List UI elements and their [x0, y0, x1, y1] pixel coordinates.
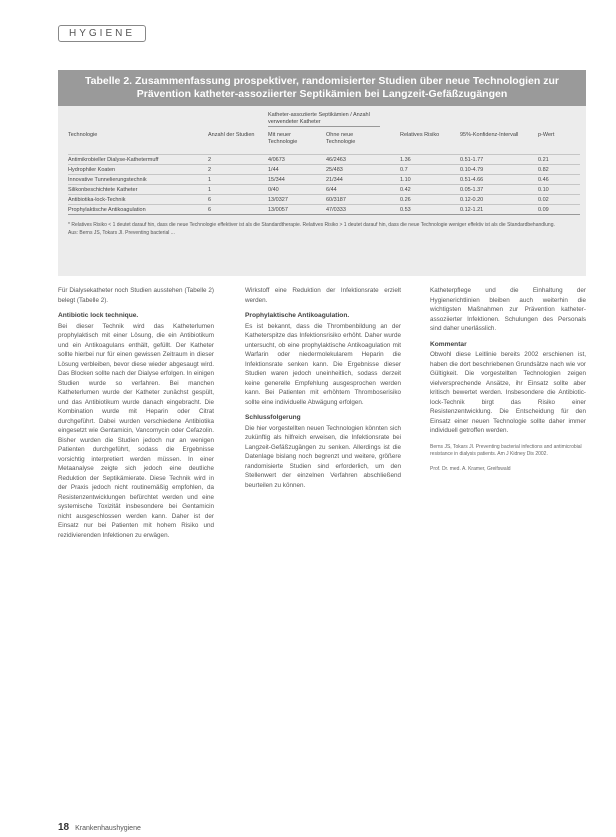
subheading-anticoagulation: Prophylaktische Antikoagulation. [245, 312, 350, 319]
header-relative-risk: Relatives Risiko [400, 132, 440, 138]
cell-ci: 0.05-1.37 [460, 187, 484, 193]
table-source: Aus: Berns JS, Tokars JI. Preventing bacterial ... [68, 230, 175, 236]
paragraph: Wirkstoff eine Reduktion der Infektionsrate erzielt werden. [245, 287, 401, 304]
cell-without: 21/344 [326, 177, 343, 183]
table-row [68, 174, 580, 184]
cell-rr: 1.10 [400, 177, 411, 183]
subheading-conclusion: Schlussfolgerung [245, 414, 301, 421]
page-footer [58, 822, 141, 833]
cell-without: 6/44 [326, 187, 337, 193]
cell-with: 0/40 [268, 187, 279, 193]
cell-p: 0.09 [538, 207, 549, 213]
cell-technology: Innovative Tunnelierungstechnik [68, 177, 147, 183]
reference: Berns JS, Tokars JI. Preventing bacterial infections and antimicrobial resistance in dialysis patients. Am J Kidney Dis 2002. [430, 443, 582, 457]
paragraph: Bei dieser Technik wird das Katheterlumen prophylaktisch mit einer Lösung, die ein Antibiotikum und ein Antikoagulans enthält, gefüllt. Der Katheter sollte hierbei nur für einen gewissen Zeitraum in dieser Lösung verbleiben, bevor diese wieder abgesaugt wird. Das Blocken sollte nach der Dialyse erfolgen. In einigen Studien wurde so verfahren. Bei manchen Katheterlumen wurde der Katheter zunächst gespült, und das Antibiotikum wurde danach eingebracht. Die Kombination wurde mit Heparin oder Citrat durchgeführt. Dabei wurden verschiedene Antibiotika eingesetzt wie Gentamicin, Vancomycin oder Cefazolin. Bisher wurden die Studien jedoch nur an wenigen Patienten durchgeführt, sodass die Ergebnisse vorsichtig interpretiert werden müssen. In einer Metaanalyse zeigte sich jedoch eine deutliche Reduktion der Septikämierate. Diese Technik wird in der Praxis jedoch nicht routinemäßig empfohlen, da Resistenzentwicklungen befürchtet werden und eine systemische Toxizität insbesondere bei Gentamicin nicht ausgeschlossen werden kann. Daher ist der Einsatz nur bei Patienten mit hohem Risiko und rezidivierenden Infektionen zu erwägen. [58, 322, 214, 539]
subheading-antibiotic-lock: Antibiotic lock technique. [58, 312, 139, 319]
header-technology: Technologie [68, 132, 98, 138]
cell-with: 13/0057 [268, 207, 288, 213]
cell-technology: Hydrophiler Koaten [68, 167, 116, 173]
cell-rr: 0.42 [400, 187, 411, 193]
cell-studies: 6 [208, 197, 212, 203]
cell-rr: 1.36 [400, 157, 411, 163]
cell-without: 47/0333 [326, 207, 346, 213]
cell-with: 15/344 [268, 177, 285, 183]
table-bottom-rule [68, 214, 580, 215]
table-row [68, 204, 580, 214]
table-header [68, 110, 580, 154]
cell-studies: 2 [208, 167, 212, 173]
cell-p: 0.21 [538, 157, 549, 163]
cell-ci: 0.10-4.79 [460, 167, 484, 173]
section-label: HYGIENE [58, 25, 146, 42]
author-credit: Prof. Dr. med. A. Kramer, Greifswald [430, 466, 511, 473]
cell-with: 1/44 [268, 167, 279, 173]
table-rows [68, 154, 580, 215]
header-group: Katheter-assoziierte Septikämien / Anzahl verwendeter Katheter [268, 112, 380, 127]
table-title-line-2: Prävention katheter-assoziierter Septikämien bei Langzeit-Gefäßzugängen [136, 88, 508, 100]
text-column-3 [430, 286, 586, 474]
subheading-comment: Kommentar [430, 340, 467, 348]
cell-without: 25/483 [326, 167, 343, 173]
text-column-2 [245, 286, 401, 496]
summary-table [58, 70, 586, 276]
cell-technology: Silikonbeschichtete Katheter [68, 187, 138, 193]
cell-ci: 0.51-4.66 [460, 177, 484, 183]
cell-p: 0.46 [538, 177, 549, 183]
cell-rr: 0.7 [400, 167, 408, 173]
cell-ci: 0.12-0.20 [460, 197, 484, 203]
cell-ci: 0.12-1.21 [460, 207, 484, 213]
header-p-value: p-Wert [538, 132, 555, 138]
cell-rr: 0.53 [400, 207, 411, 213]
header-with-technology: Mit neuer Technologie [268, 132, 298, 145]
table-body [68, 110, 580, 237]
header-studies: Anzahl der Studien [208, 132, 255, 138]
header-without-technology: Ohne neue Technologie [326, 132, 356, 145]
table-footnote [68, 221, 580, 237]
paragraph: Die hier vorgestellten neuen Technologien könnten sich zukünftig als hilfreich erweisen, die Infektionsrate bei Langzeit-Gefäßzugängen zu senken. Allerdings ist die Datenlage bislang noch begrenzt und weitere, größere randomisierte Studien sind erforderlich, um den Stellenwert der einzelnen Verfahren abschließend beurteilen zu können. [245, 424, 401, 489]
cell-ci: 0.51-1.77 [460, 157, 484, 163]
table-row [68, 164, 580, 174]
cell-with: 4/0673 [268, 157, 285, 163]
table-title-line-1: Tabelle 2. Zusammenfassung prospektiver, randomisierter Studien über neue Technologien zur [85, 75, 559, 87]
table-row [68, 154, 580, 164]
journal-name: Krankenhaushygiene [75, 825, 141, 832]
table-footnote-text: * Relatives Risiko < 1 deutet darauf hin, dass die neue Technologie effektiver ist als die Standardtherapie. Relatives Risiko > 1 deutet darauf hin, dass die neue Technologie weniger effektiv ist als die Standardbehandlung. [68, 222, 555, 228]
cell-with: 13/0327 [268, 197, 288, 203]
cell-technology: Prophylaktische Antikoagulation [68, 207, 146, 213]
table-row [68, 194, 580, 204]
cell-p: 0.10 [538, 187, 549, 193]
header-confidence: 95%-Konfidenz-Intervall [460, 132, 519, 138]
cell-p: 0.02 [538, 197, 549, 203]
cell-technology: Antibiotika-lock-Technik [68, 197, 126, 203]
table-row [68, 184, 580, 194]
cell-p: 0.82 [538, 167, 549, 173]
cell-without: 46/2463 [326, 157, 346, 163]
table-title [58, 70, 586, 106]
paragraph: Es ist bekannt, dass die Thrombenbildung an der Katheterspitze das Infektionsrisiko erhöht. Daher wurde untersucht, ob eine prophylaktische Antikoagulation mit Warfarin oder niedermolekularem Heparin die Infektionsrate senken kann. Die Ergebnisse dieser Studien waren jedoch uneinheitlich, sodass derzeit keine generelle Empfehlung ausgesprochen werden kann. Bei Patienten mit erhöhtem Thromboserisiko sollte eine individuelle Abwägung erfolgen. [245, 322, 401, 406]
text-column-1 [58, 286, 214, 546]
cell-studies: 1 [208, 187, 212, 193]
cell-studies: 2 [208, 157, 212, 163]
paragraph: Katheterpflege und die Einhaltung der Hygienerichtlinien bleiben auch weiterhin die wichtigsten Maßnahmen zur Prävention katheter-assoziierter Infektionen. Schulungen des Personals sind daher unerlässlich. [430, 287, 586, 332]
paragraph: Obwohl diese Leitlinie bereits 2002 erschienen ist, haben die dort beschriebenen Grundsätze nach wie vor Gültigkeit. Die vorgestellten Technologien zeigen vielversprechende Ansätze, ihr Einsatz sollte aber kritisch bewertet werden. Insbesondere die Antibiotic-lock-Technik birgt das Risiko einer Resistenzentwicklung. Die Entscheidung für den Einsatz einer neuen Technologie sollte daher immer individuell getroffen werden. [430, 351, 586, 434]
cell-studies: 1 [208, 177, 212, 183]
cell-technology: Antimikrobieller Dialyse-Kathetermuff [68, 157, 159, 163]
cell-studies: 6 [208, 207, 212, 213]
paragraph: Für Dialysekatheter noch Studien ausstehen (Tabelle 2) belegt (Tabelle 2). [58, 287, 214, 304]
page-number: 18 [58, 822, 70, 833]
cell-rr: 0.26 [400, 197, 411, 203]
cell-without: 60/3187 [326, 197, 346, 203]
